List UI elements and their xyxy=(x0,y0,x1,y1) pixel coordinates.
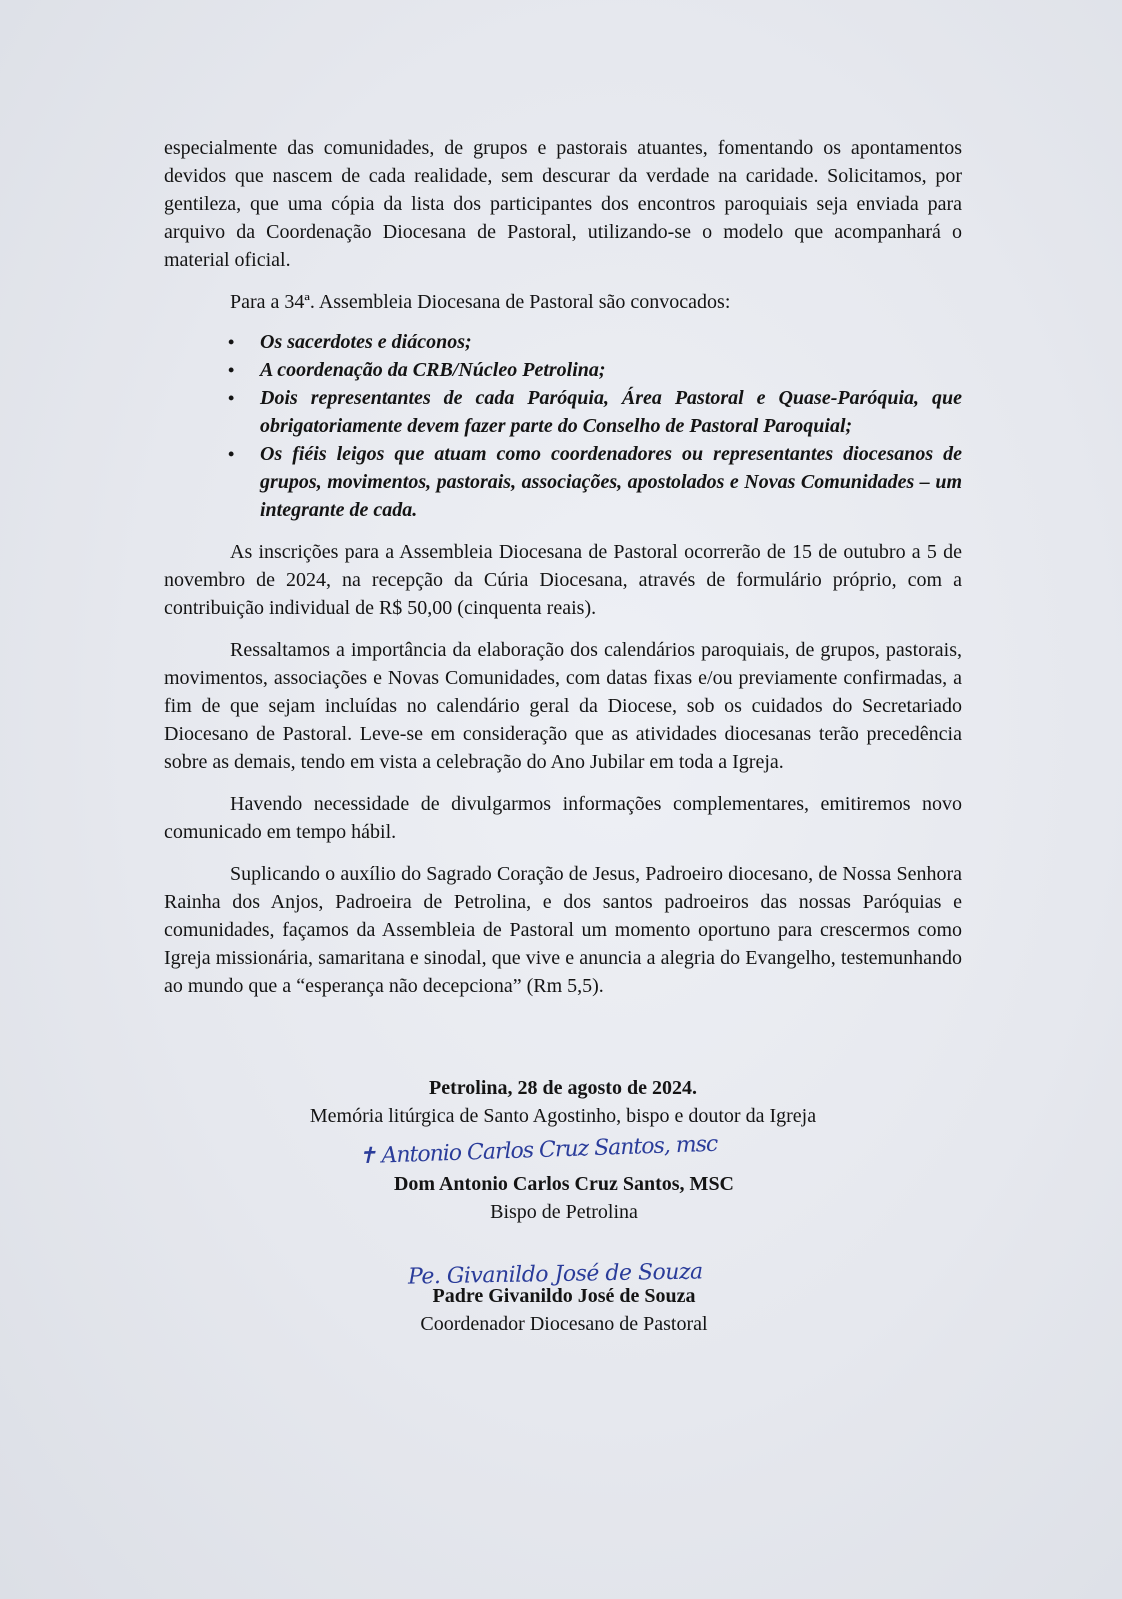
list-item xyxy=(228,356,962,384)
calendar-paragraph: Ressaltamos a importância da elaboração dos calendários paroquiais, de grupos, pastorais, movimentos, associações e Novas Comunidades, com datas fixas e/ou previamente confirmadas, a fim de que sejam incluídas no calendário geral da Diocese, sob os cuidados do Secretariado Diocesano de Pastoral. Leve-se em consideração que as atividades diocesanas terão precedência sobre as demais, tendo em vista a celebração do Ano Jubilar em toda a Igreja. xyxy=(164,639,962,773)
registration-paragraph: As inscrições para a Assembleia Diocesana de Pastoral ocorrerão de 15 de outubro a 5 de novembro de 2024, na recepção da Cúria Diocesana, através de formulário próprio, com a contribuição individual de R$ 50,00 (cinquenta reais). xyxy=(164,541,962,619)
signatory-name: Dom Antonio Carlos Cruz Santos, MSC xyxy=(393,1173,735,1195)
signatory-title: Coordenador Diocesano de Pastoral xyxy=(420,1313,708,1335)
convocados-list xyxy=(164,328,962,524)
bullet-icon: • xyxy=(228,332,235,352)
list-item xyxy=(228,384,962,440)
list-item-text: Os fiéis leigos que atuam como coordenadores ou representantes diocesanos de grupos, movimentos, pastorais, associações, apostolados e Novas Comunidades – um integrante de cada. xyxy=(260,443,962,521)
info-paragraph: Havendo necessidade de divulgarmos informações complementares, emitiremos novo comunicado em tempo hábil. xyxy=(164,793,962,843)
closing-paragraph: Suplicando o auxílio do Sagrado Coração de Jesus, Padroeiro diocesano, de Nossa Senhora Rainha dos Anjos, Padroeira de Petrolina, e dos santos padroeiros das nossas Paróquias e comunidades, façamos da Assembleia de Pastoral um momento oportuno para crescermos como Igreja missionária, samaritana e sinodal, que vive e anuncia a alegria do Evangelho, testemunhando ao mundo que a “esperança não decepciona” (Rm 5,5). xyxy=(164,863,962,997)
coordinator-handwritten-signature: Pe. Givanildo José de Souza xyxy=(407,1259,703,1290)
date-block xyxy=(164,1074,962,1130)
memorial-line: Memória litúrgica de Santo Agostinho, bispo e doutor da Igreja xyxy=(309,1105,817,1127)
coordinator-signature-block xyxy=(264,1282,864,1338)
list-item-text: A coordenação da CRB/Núcleo Petrolina; xyxy=(260,359,606,381)
list-item xyxy=(228,440,962,524)
date-line: Petrolina, 28 de agosto de 2024. xyxy=(429,1077,697,1099)
convocation-intro: Para a 34ª. Assembleia Diocesana de Pastoral são convocados: xyxy=(230,291,731,313)
bullet-icon: • xyxy=(228,388,235,408)
signatory-name: Padre Givanildo José de Souza xyxy=(432,1285,696,1307)
letter-body xyxy=(164,134,962,1000)
bullet-icon: • xyxy=(228,444,235,464)
bishop-signature-block xyxy=(264,1170,864,1226)
list-item-text: Dois representantes de cada Paróquia, Área Pastoral e Quase-Paróquia, que obrigatoriamente devem fazer parte do Conselho de Pastoral Paroquial; xyxy=(260,387,962,437)
list-item-text: Os sacerdotes e diáconos; xyxy=(260,331,472,353)
bishop-handwritten-signature: ✝ Antonio Carlos Cruz Santos, msc xyxy=(357,1131,718,1170)
opening-paragraph: especialmente das comunidades, de grupos e pastorais atuantes, fomentando os apontamentos devidos que nascem de cada realidade, sem descurar da verdade na caridade. Solicitamos, por gentileza, que uma cópia da lista dos participantes dos encontros paroquiais seja enviada para arquivo da Coordenação Diocesana de Pastoral, utilizando-se o modelo que acompanhará o material oficial. xyxy=(164,137,962,271)
signatory-title: Bispo de Petrolina xyxy=(490,1201,638,1223)
list-item xyxy=(228,328,962,356)
bullet-icon: • xyxy=(228,360,235,380)
